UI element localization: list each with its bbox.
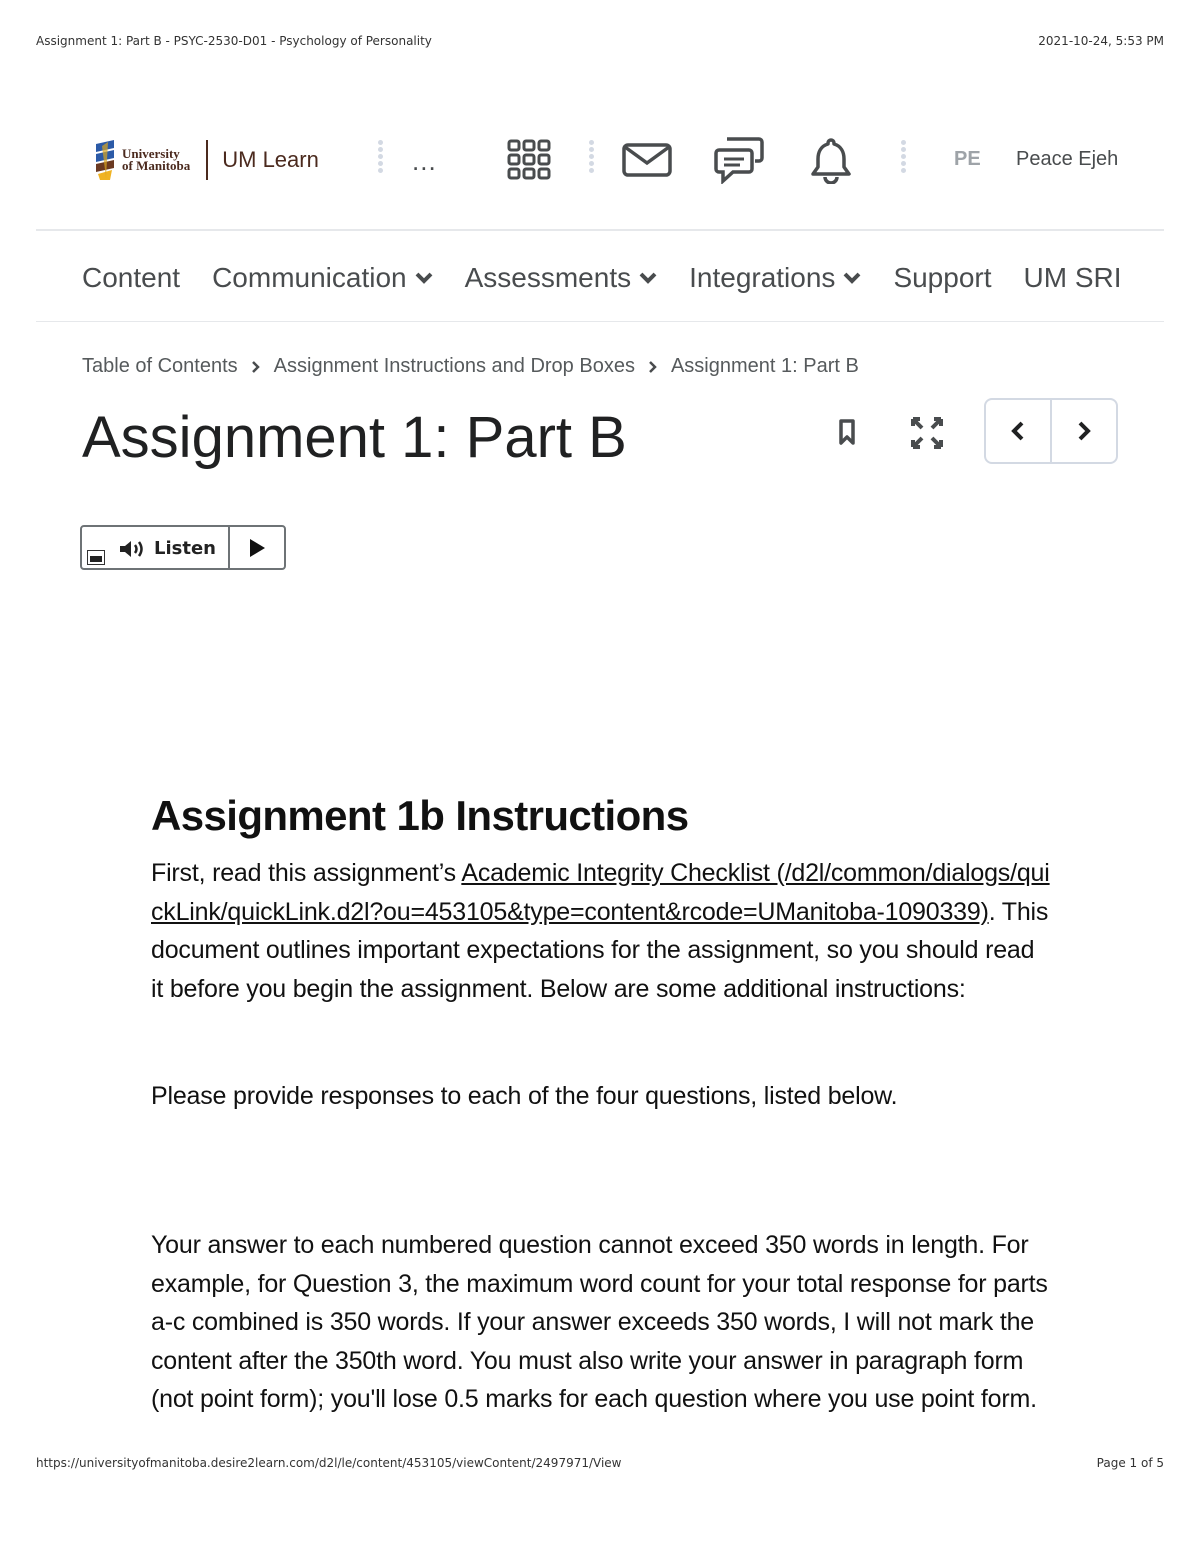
content-paragraph: Your answer to each numbered question cannot exceed 350 words in length. For example, for Question 3, the maximum word count for your total response for parts a-c combined is 350 words. If your answer exceeds 350 words, I will not mark the content after the 350th word. You must also write your answer in paragraph form (not point form); you'll lose 0.5 marks for each question where you use point form. <box>151 1231 1048 1413</box>
print-datetime: 2021-10-24, 5:53 PM <box>1038 34 1164 48</box>
avatar[interactable]: PE <box>954 148 981 170</box>
speaker-icon <box>118 539 146 564</box>
chat-icon[interactable] <box>713 134 765 186</box>
divider-dots <box>378 140 384 180</box>
topic-content <box>151 792 1051 1185</box>
print-footer <box>36 1456 1164 1472</box>
academic-integrity-link[interactable]: Academic Integrity Checklist (/d2l/common/dialogs/quickLink/quickLink.d2l?ou=453105&type=content&rcode=UManitoba-1090339) <box>151 859 1050 926</box>
waffle-icon[interactable] <box>503 134 555 186</box>
paragraph-text: . This document outlines important expectations for the assignment, so you should read it before you begin the assignment. Below are some additional instructions: <box>151 897 1049 1003</box>
nav-item-label: Assessments <box>464 262 632 293</box>
listen-widget <box>80 525 286 570</box>
breadcrumb-item: Assignment 1: Part B <box>670 355 859 377</box>
divider-dots <box>901 140 907 180</box>
logo-line-2: of Manitoba <box>122 158 191 173</box>
nav-item-label: Communication <box>212 262 407 293</box>
next-topic-button[interactable] <box>1050 400 1116 462</box>
content-heading: Assignment 1b Instructions <box>151 792 689 839</box>
breadcrumb-item[interactable]: Assignment Instructions and Drop Boxes <box>273 355 635 377</box>
nav-item-integrations[interactable] <box>689 256 861 300</box>
nav-item-assessments[interactable] <box>465 256 658 300</box>
content-paragraph <box>151 854 1051 1008</box>
nav-item-content[interactable] <box>82 256 180 300</box>
content-paragraph: Please provide responses to each of the four questions, listed below. <box>151 1082 898 1110</box>
previous-topic-button[interactable] <box>986 400 1050 462</box>
app-name: UM Learn <box>222 147 319 172</box>
divider <box>36 229 1164 231</box>
nav-item-label: Integrations <box>689 262 836 293</box>
page-title: Assignment 1: Part B <box>82 405 627 470</box>
listen-button[interactable] <box>82 527 228 568</box>
nav-item-label: UM SRI <box>1023 262 1122 293</box>
content-clip <box>0 1226 1200 1428</box>
play-button[interactable] <box>228 527 284 568</box>
divider <box>36 321 1164 322</box>
chevron-left-icon <box>1011 420 1025 442</box>
nav-item-label: Support <box>893 262 992 293</box>
play-icon <box>248 538 266 558</box>
chevron-right-icon <box>252 361 260 373</box>
topic-pager <box>984 398 1118 464</box>
paragraph-text: First, read this assignment’s <box>151 859 462 887</box>
listen-label: Listen <box>154 538 216 559</box>
course-nav <box>82 256 1164 300</box>
bookmark-icon[interactable] <box>838 418 856 451</box>
print-url: https://universityofmanitoba.desire2learn.com/d2l/le/content/453105/viewContent/2497971/View <box>36 1456 622 1470</box>
user-name[interactable]: Peace Ejeh <box>1016 148 1119 170</box>
top-bar <box>36 120 1164 202</box>
bell-icon[interactable] <box>805 134 857 186</box>
logo-divider <box>206 140 208 180</box>
menu-icon[interactable] <box>87 550 105 565</box>
university-crest-icon <box>92 138 118 182</box>
university-name <box>122 148 190 172</box>
breadcrumb-item[interactable]: Table of Contents <box>82 355 238 377</box>
print-header <box>36 34 1164 50</box>
nav-item-support[interactable] <box>893 256 991 300</box>
logo-line-1: University <box>122 146 180 161</box>
nav-item-communication[interactable] <box>212 256 433 300</box>
print-page-number: Page 1 of 5 <box>1096 1456 1164 1470</box>
print-title: Assignment 1: Part B - PSYC-2530-D01 - Psychology of Personality <box>36 34 432 48</box>
nav-item-label: Content <box>82 262 181 293</box>
chevron-right-icon <box>1077 420 1091 442</box>
chevron-down-icon <box>843 272 861 284</box>
fullscreen-icon[interactable] <box>910 416 944 455</box>
chevron-down-icon <box>639 272 657 284</box>
divider-dots <box>589 140 595 180</box>
chevron-down-icon <box>415 272 433 284</box>
breadcrumb <box>82 355 859 378</box>
um-learn-logo[interactable] <box>92 136 319 184</box>
nav-item-um-sri[interactable] <box>1024 256 1122 300</box>
more-button[interactable]: ... <box>412 146 437 176</box>
chevron-right-icon <box>649 361 657 373</box>
mail-icon[interactable] <box>621 134 673 186</box>
